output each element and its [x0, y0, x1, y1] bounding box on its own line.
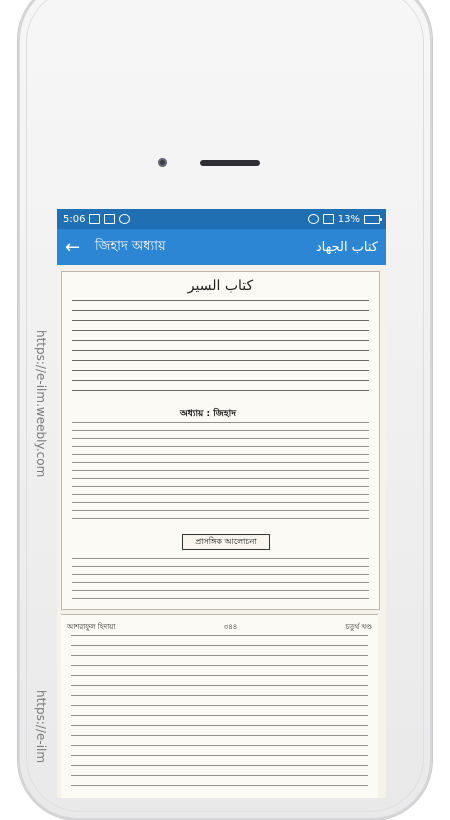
page-number: ৩৪৪	[223, 623, 238, 631]
text-line	[72, 446, 369, 447]
text-line	[72, 558, 369, 559]
text-line	[72, 390, 369, 391]
text-line	[72, 478, 369, 479]
gallery-icon	[89, 214, 100, 224]
phone-screen	[57, 209, 386, 798]
text-line	[72, 310, 369, 311]
text-line	[71, 715, 368, 716]
text-line	[71, 695, 368, 696]
text-line	[71, 765, 368, 766]
text-line	[72, 370, 369, 371]
page-title-bengali: জিহাদ অধ্যায়	[95, 238, 166, 254]
text-line	[72, 470, 369, 471]
text-line	[71, 685, 368, 686]
text-line	[71, 775, 368, 776]
battery-percent: 13%	[337, 213, 360, 225]
text-line	[72, 360, 369, 361]
text-line	[72, 502, 369, 503]
text-line	[72, 598, 369, 599]
text-line	[72, 330, 369, 331]
text-line	[71, 745, 368, 746]
text-line	[72, 350, 369, 351]
text-line	[72, 510, 369, 511]
status-bar	[57, 209, 386, 229]
text-line	[72, 566, 369, 567]
text-line	[72, 590, 369, 591]
text-line	[72, 494, 369, 495]
text-line	[72, 438, 369, 439]
front-camera	[158, 158, 167, 167]
app-bar	[57, 229, 386, 265]
text-line	[71, 785, 368, 786]
arrow-left-icon[interactable]: ←	[65, 236, 81, 258]
text-line	[72, 300, 369, 301]
message-icon	[104, 214, 115, 224]
text-line	[71, 755, 368, 756]
text-line	[71, 675, 368, 676]
watermark-url-2: https://e-ilm	[34, 690, 48, 764]
book-name: আশরাফুল হিদায়া	[67, 623, 116, 631]
text-line	[72, 454, 369, 455]
volume-label: চতুর্থ খণ্ড	[345, 623, 372, 631]
notification-icon	[119, 214, 130, 224]
text-line	[72, 462, 369, 463]
text-line	[71, 655, 368, 656]
text-line	[71, 725, 368, 726]
text-line	[72, 486, 369, 487]
battery-icon	[364, 215, 380, 224]
text-line	[71, 735, 368, 736]
earpiece-speaker	[200, 160, 260, 166]
wifi-icon	[308, 214, 319, 224]
text-line	[71, 645, 368, 646]
section-box-title: প্রাসঙ্গিক আলোচনা	[182, 534, 270, 550]
book-page-viewer[interactable]	[57, 265, 386, 798]
text-line	[72, 518, 369, 519]
status-time: 5:06	[63, 213, 86, 225]
page-header	[67, 621, 372, 633]
text-line	[72, 422, 369, 423]
text-line	[72, 582, 369, 583]
signal-icon	[323, 214, 334, 224]
text-line	[71, 665, 368, 666]
text-line	[72, 380, 369, 381]
scanned-page-2	[61, 614, 378, 798]
text-line	[71, 635, 368, 636]
text-line	[72, 430, 369, 431]
arabic-heading: كتاب السير	[187, 278, 254, 294]
text-line	[72, 574, 369, 575]
scanned-page-1	[61, 271, 380, 610]
watermark-url: https://e-ilm.weebly.com	[34, 330, 48, 478]
text-line	[72, 320, 369, 321]
text-line	[72, 340, 369, 341]
text-line	[71, 705, 368, 706]
page-title-arabic: كتاب الجهاد	[315, 239, 378, 255]
chapter-title: অধ্যায় : জিহাদ	[180, 409, 236, 419]
